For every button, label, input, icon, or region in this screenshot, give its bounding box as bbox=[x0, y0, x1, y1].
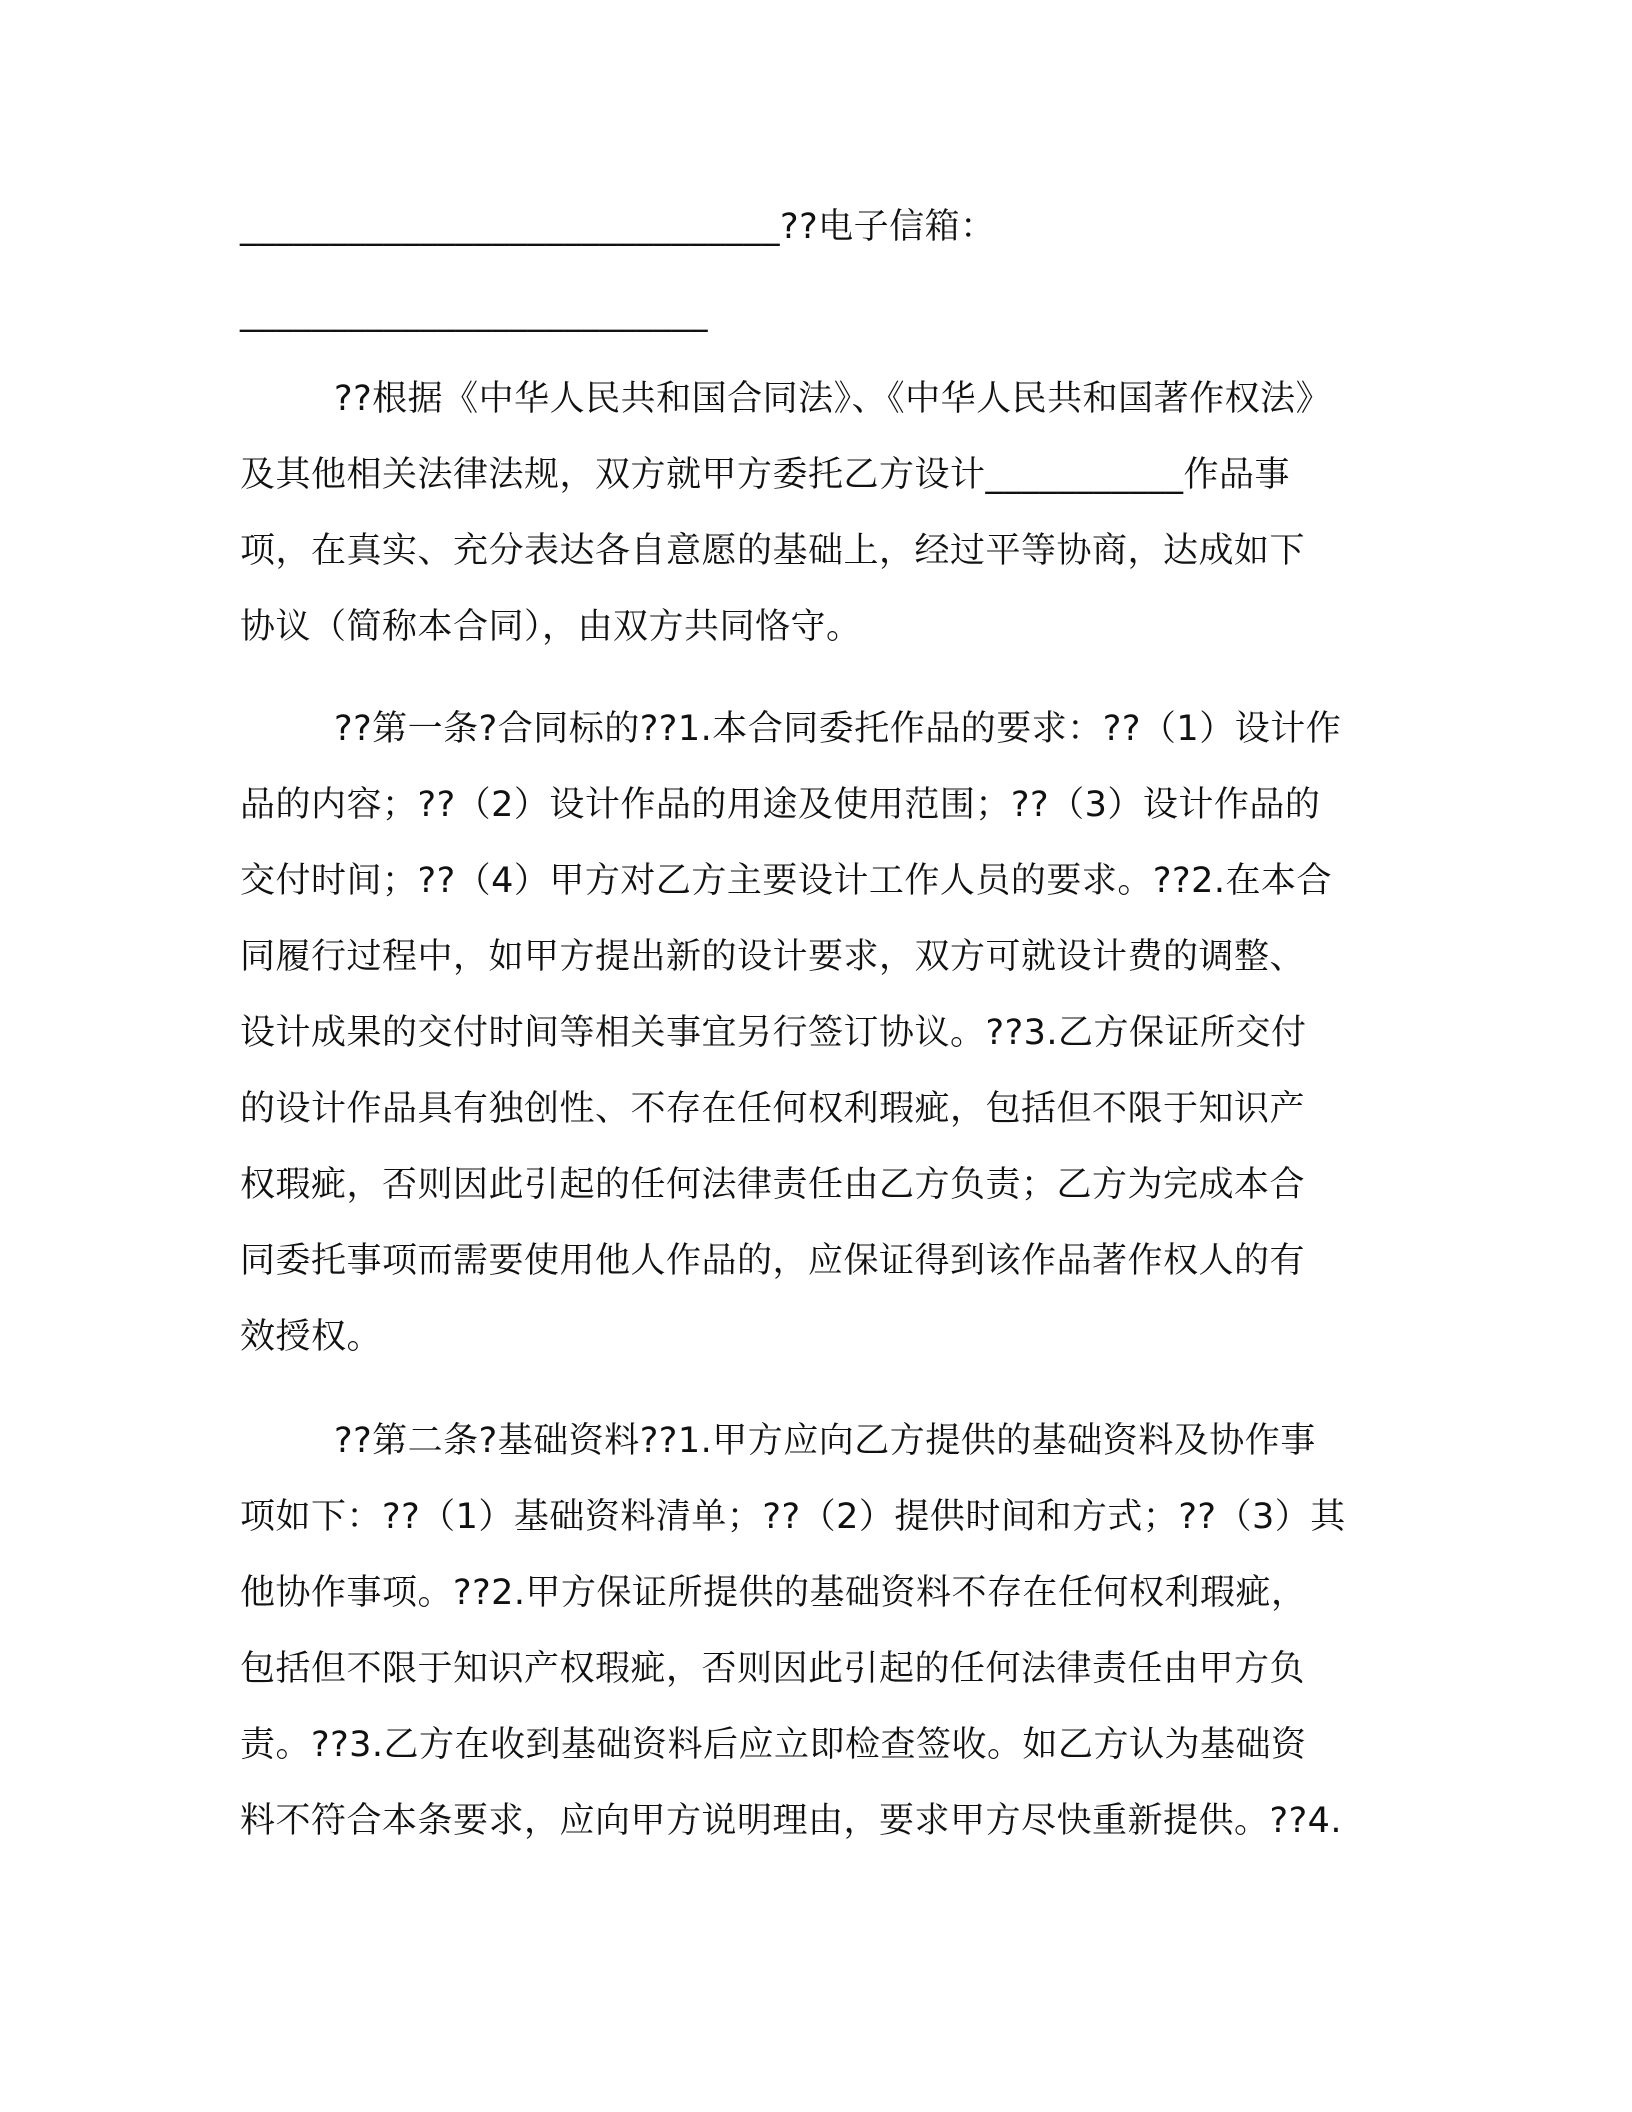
article-two-line: 项如下：??（1）基础资料清单；??（2）提供时间和方式；??（3）其 bbox=[240, 1497, 1346, 1537]
preamble-line: 协议（简称本合同），由双方共同恪守。 bbox=[240, 607, 862, 647]
article-two-line: 责。??3.乙方在收到基础资料后应立即检查签收。如乙方认为基础资 bbox=[240, 1725, 1307, 1765]
article-two-line: 料不符合本条要求，应向甲方说明理由，要求甲方尽快重新提供。??4. bbox=[240, 1801, 1343, 1841]
article-one-line: 同履行过程中，如甲方提出新的设计要求，双方可就设计费的调整、 bbox=[240, 937, 1306, 977]
article-one-line: 交付时间；??（4）甲方对乙方主要设计工作人员的要求。??2.在本合 bbox=[240, 861, 1332, 901]
preamble-line: 及其他相关法律法规，双方就甲方委托乙方设计___________作品事 bbox=[240, 455, 1291, 495]
email-field-line: ______________________________??电子信箱： bbox=[240, 207, 996, 247]
article-one-line: 设计成果的交付时间等相关事宜另行签订协议。??3.乙方保证所交付 bbox=[240, 1013, 1307, 1053]
article-one-line: 权瑕疵，否则因此引起的任何法律责任由乙方负责；乙方为完成本合 bbox=[240, 1165, 1306, 1205]
article-two-line: 他协作事项。??2.甲方保证所提供的基础资料不存在任何权利瑕疵， bbox=[240, 1573, 1307, 1613]
article-one-line: 品的内容；??（2）设计作品的用途及使用范围；??（3）设计作品的 bbox=[240, 785, 1321, 825]
blank-underline-line: __________________________ bbox=[240, 293, 708, 333]
article-one-line: 效授权。 bbox=[240, 1317, 383, 1357]
article-two-line: 包括但不限于知识产权瑕疵，否则因此引起的任何法律责任由甲方负 bbox=[240, 1649, 1306, 1689]
article-two-line: ??第二条?基础资料??1.甲方应向乙方提供的基础资料及协作事 bbox=[334, 1421, 1316, 1461]
preamble-line: ??根据《中华人民共和国合同法》、《中华人民共和国著作权法》 bbox=[334, 379, 1332, 419]
article-one-line: 同委托事项而需要使用他人作品的，应保证得到该作品著作权人的有 bbox=[240, 1241, 1306, 1281]
article-one-line: ??第一条?合同标的??1.本合同委托作品的要求：??（1）设计作 bbox=[334, 709, 1342, 749]
article-one-line: 的设计作品具有独创性、不存在任何权利瑕疵，包括但不限于知识产 bbox=[240, 1089, 1306, 1129]
preamble-line: 项，在真实、充分表达各自意愿的基础上，经过平等协商，达成如下 bbox=[240, 531, 1306, 571]
